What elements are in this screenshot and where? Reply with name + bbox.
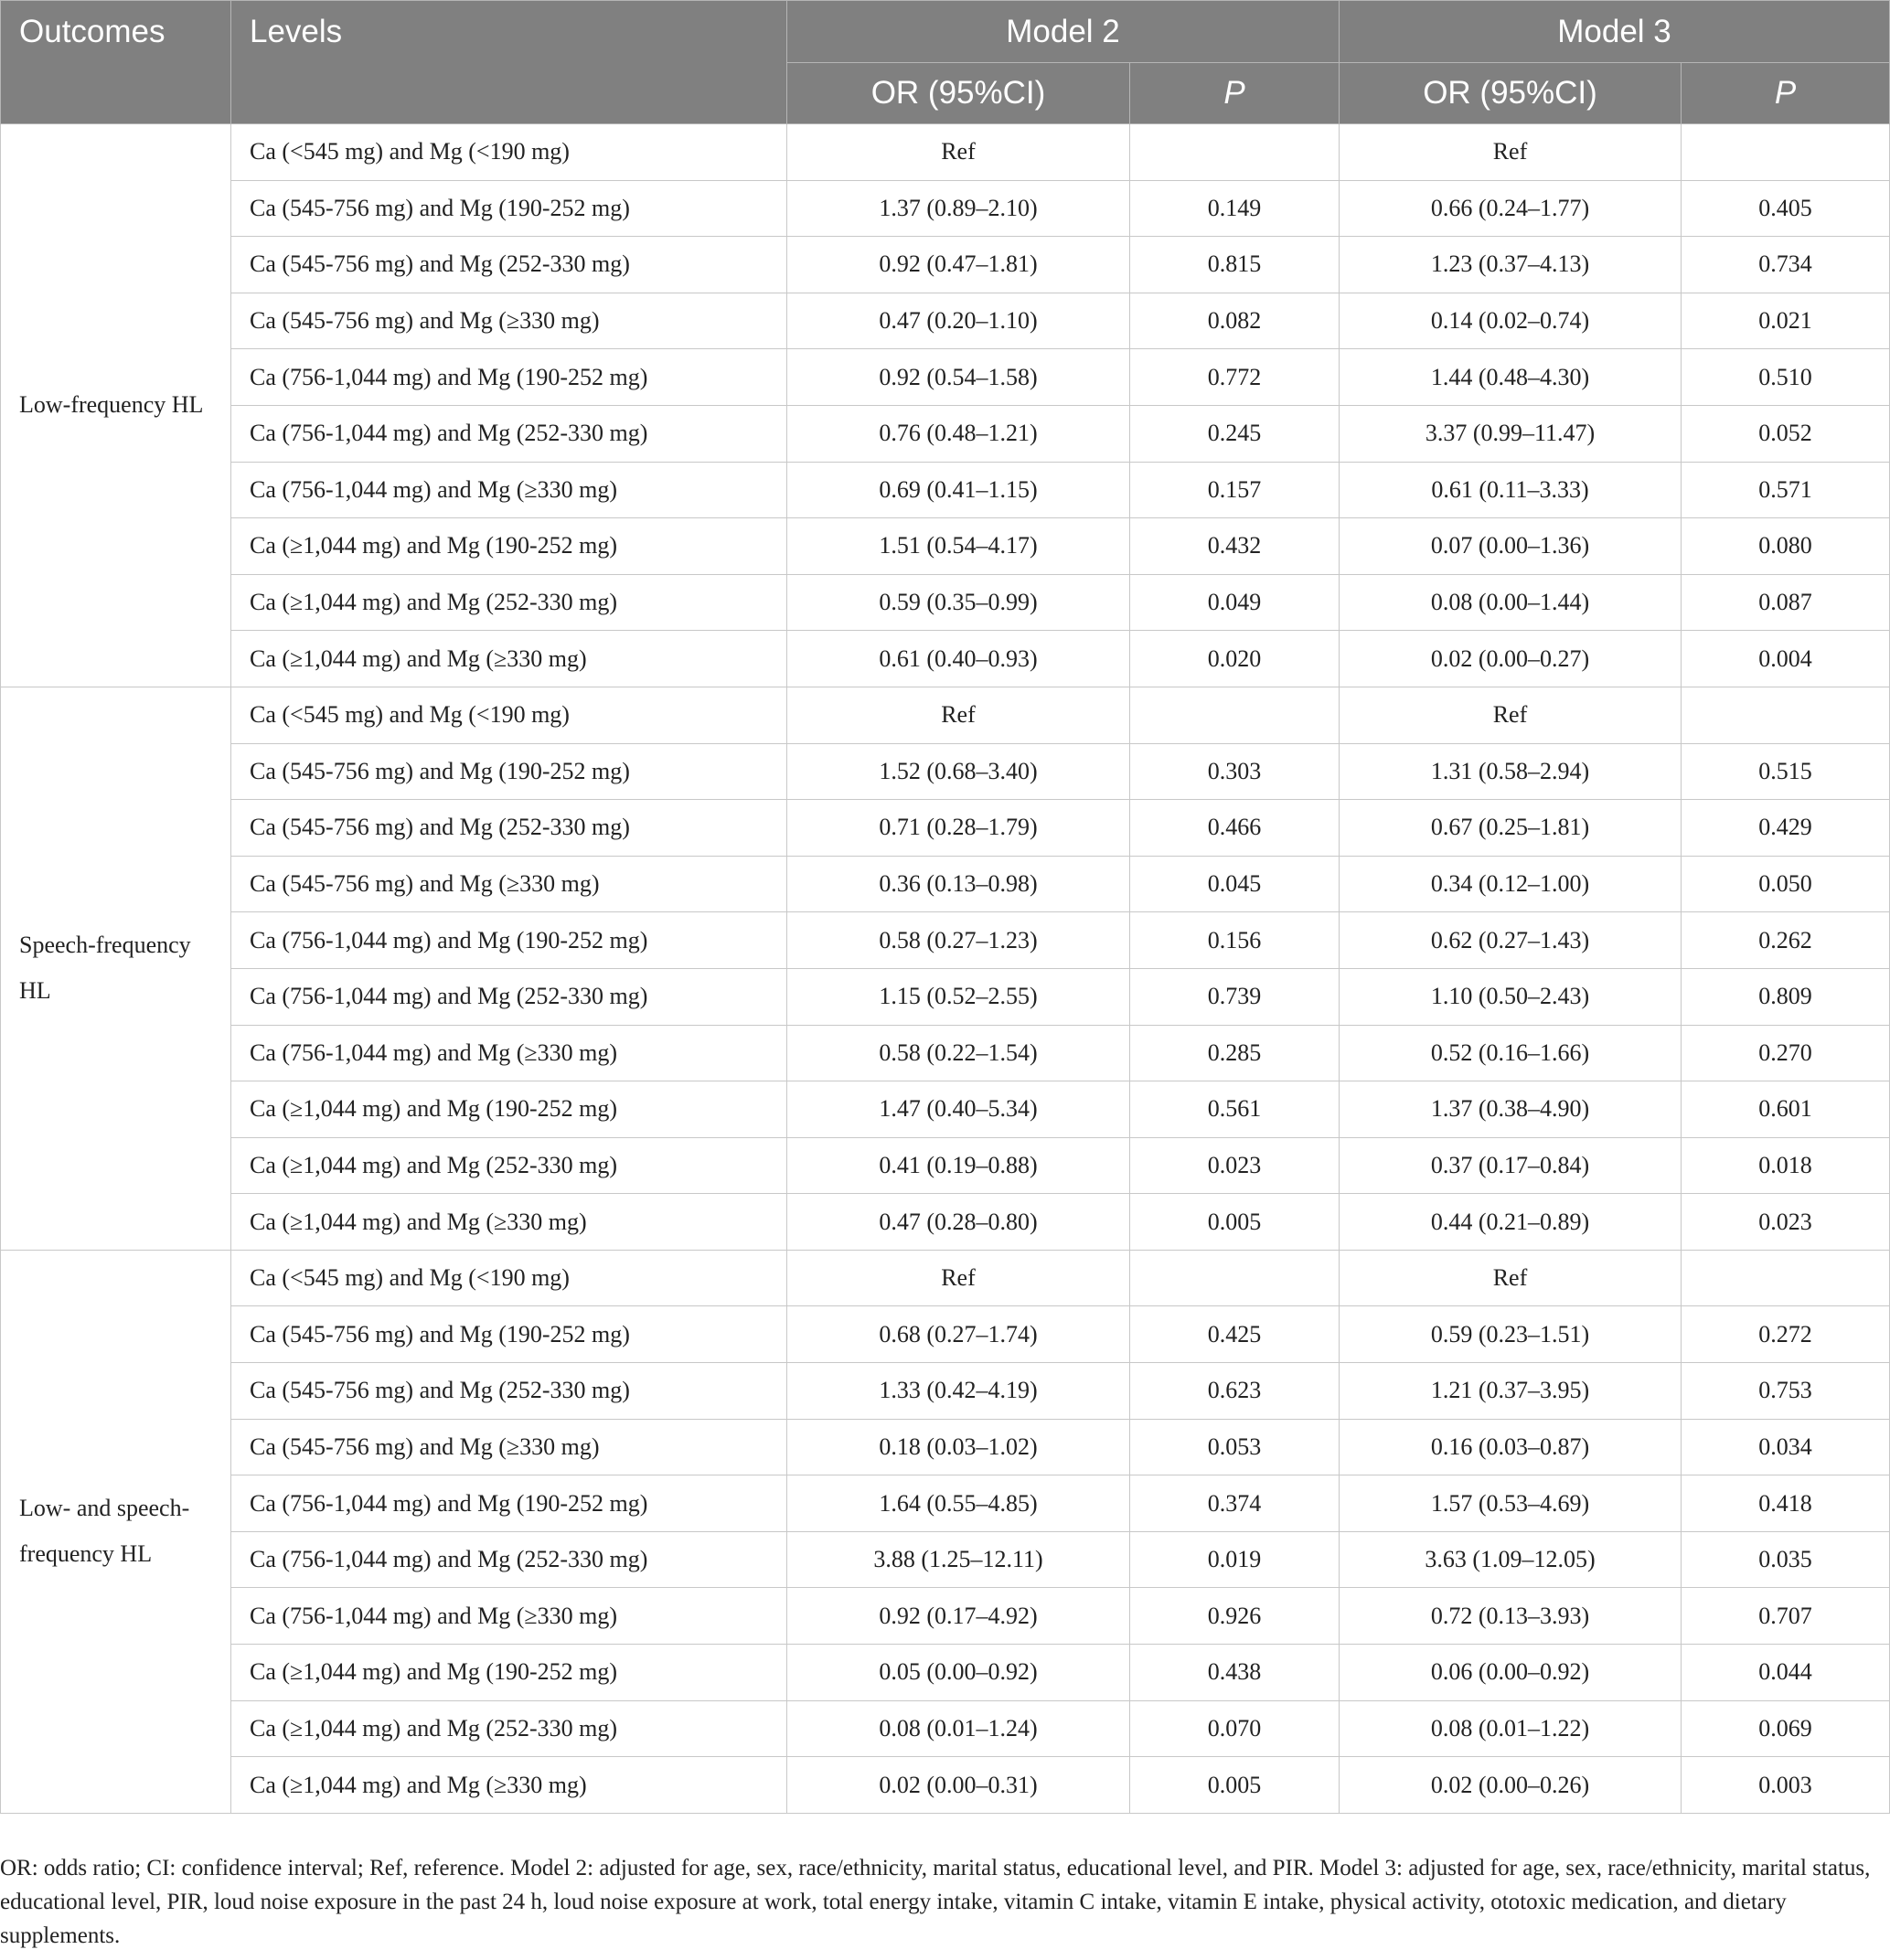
- model3-or-cell: 0.67 (0.25–1.81): [1340, 800, 1682, 857]
- level-cell: Ca (545-756 mg) and Mg (190-252 mg): [231, 1306, 787, 1363]
- model2-or-cell: 0.18 (0.03–1.02): [787, 1419, 1130, 1475]
- model2-p-cell: 0.438: [1130, 1645, 1340, 1701]
- header-levels: Levels: [231, 1, 787, 124]
- model3-p-cell: 0.753: [1682, 1363, 1890, 1420]
- table-body: [1, 124, 1890, 1814]
- model2-or-cell: 0.92 (0.54–1.58): [787, 349, 1130, 406]
- model2-p-cell: 0.019: [1130, 1531, 1340, 1588]
- model2-or-cell: 0.76 (0.48–1.21): [787, 405, 1130, 462]
- table-row: [1, 631, 1890, 687]
- model3-p-cell: 0.023: [1682, 1194, 1890, 1251]
- model2-or-cell: 0.92 (0.17–4.92): [787, 1588, 1130, 1645]
- table-row: [1, 1645, 1890, 1701]
- model3-or-cell: 0.66 (0.24–1.77): [1340, 180, 1682, 237]
- header-model2: Model 2: [787, 1, 1340, 63]
- model3-p-cell: 0.571: [1682, 462, 1890, 518]
- model2-or-cell: 0.58 (0.22–1.54): [787, 1025, 1130, 1081]
- model3-or-cell: 0.02 (0.00–0.26): [1340, 1757, 1682, 1814]
- model2-p-cell: 0.053: [1130, 1419, 1340, 1475]
- model2-or-cell: 0.58 (0.27–1.23): [787, 912, 1130, 969]
- header-model3: Model 3: [1340, 1, 1890, 63]
- model2-p-cell: 0.156: [1130, 912, 1340, 969]
- table-row: [1, 518, 1890, 575]
- model3-or-cell: 0.62 (0.27–1.43): [1340, 912, 1682, 969]
- level-cell: Ca (≥1,044 mg) and Mg (252-330 mg): [231, 1700, 787, 1757]
- model2-p-cell: 0.432: [1130, 518, 1340, 575]
- table-row: [1, 856, 1890, 912]
- model2-or-cell: 0.59 (0.35–0.99): [787, 574, 1130, 631]
- model2-or-cell: 0.47 (0.28–0.80): [787, 1194, 1130, 1251]
- table-row: [1, 743, 1890, 800]
- model2-p-cell: 0.023: [1130, 1137, 1340, 1194]
- table-row: [1, 1700, 1890, 1757]
- model3-or-cell: 0.34 (0.12–1.00): [1340, 856, 1682, 912]
- model2-p-cell: 0.285: [1130, 1025, 1340, 1081]
- model3-p-cell: 0.003: [1682, 1757, 1890, 1814]
- model2-p-cell: 0.157: [1130, 462, 1340, 518]
- model2-or-cell: Ref: [787, 687, 1130, 743]
- model2-p-cell: [1130, 124, 1340, 181]
- model2-p-cell: 0.049: [1130, 574, 1340, 631]
- model2-p-cell: 0.005: [1130, 1194, 1340, 1251]
- model2-p-cell: 0.466: [1130, 800, 1340, 857]
- level-cell: Ca (≥1,044 mg) and Mg (252-330 mg): [231, 1137, 787, 1194]
- model3-or-cell: 3.63 (1.09–12.05): [1340, 1531, 1682, 1588]
- level-cell: Ca (545-756 mg) and Mg (≥330 mg): [231, 856, 787, 912]
- model3-or-cell: 0.61 (0.11–3.33): [1340, 462, 1682, 518]
- model3-p-cell: 0.034: [1682, 1419, 1890, 1475]
- model3-p-cell: [1682, 124, 1890, 181]
- model2-or-cell: 1.15 (0.52–2.55): [787, 968, 1130, 1025]
- table-row: [1, 968, 1890, 1025]
- model2-or-cell: 1.51 (0.54–4.17): [787, 518, 1130, 575]
- model3-p-cell: 0.429: [1682, 800, 1890, 857]
- table-row: [1, 1137, 1890, 1194]
- model3-p-cell: 0.515: [1682, 743, 1890, 800]
- level-cell: Ca (545-756 mg) and Mg (252-330 mg): [231, 1363, 787, 1420]
- model3-or-cell: 1.23 (0.37–4.13): [1340, 237, 1682, 293]
- model3-or-cell: 0.52 (0.16–1.66): [1340, 1025, 1682, 1081]
- level-cell: Ca (756-1,044 mg) and Mg (190-252 mg): [231, 912, 787, 969]
- model2-or-cell: 1.64 (0.55–4.85): [787, 1475, 1130, 1532]
- model3-or-cell: 1.44 (0.48–4.30): [1340, 349, 1682, 406]
- model3-p-cell: 0.418: [1682, 1475, 1890, 1532]
- table-row: [1, 1306, 1890, 1363]
- model3-p-cell: 0.050: [1682, 856, 1890, 912]
- model2-p-cell: 0.374: [1130, 1475, 1340, 1532]
- level-cell: Ca (≥1,044 mg) and Mg (252-330 mg): [231, 574, 787, 631]
- model3-p-cell: 0.734: [1682, 237, 1890, 293]
- table-row: [1, 1025, 1890, 1081]
- model2-p-cell: 0.020: [1130, 631, 1340, 687]
- table-row: [1, 912, 1890, 969]
- level-cell: Ca (545-756 mg) and Mg (≥330 mg): [231, 293, 787, 349]
- table-row: [1, 1250, 1890, 1306]
- level-cell: Ca (≥1,044 mg) and Mg (≥330 mg): [231, 631, 787, 687]
- model3-or-cell: Ref: [1340, 687, 1682, 743]
- level-cell: Ca (756-1,044 mg) and Mg (≥330 mg): [231, 1025, 787, 1081]
- model2-or-cell: 3.88 (1.25–12.11): [787, 1531, 1130, 1588]
- level-cell: Ca (756-1,044 mg) and Mg (190-252 mg): [231, 349, 787, 406]
- model3-or-cell: 1.21 (0.37–3.95): [1340, 1363, 1682, 1420]
- level-cell: Ca (≥1,044 mg) and Mg (190-252 mg): [231, 1081, 787, 1138]
- table-row: [1, 687, 1890, 743]
- level-cell: Ca (545-756 mg) and Mg (≥330 mg): [231, 1419, 787, 1475]
- model2-p-cell: 0.082: [1130, 293, 1340, 349]
- model3-or-cell: 0.37 (0.17–0.84): [1340, 1137, 1682, 1194]
- level-cell: Ca (756-1,044 mg) and Mg (190-252 mg): [231, 1475, 787, 1532]
- model3-or-cell: 0.07 (0.00–1.36): [1340, 518, 1682, 575]
- level-cell: Ca (≥1,044 mg) and Mg (≥330 mg): [231, 1194, 787, 1251]
- level-cell: Ca (545-756 mg) and Mg (190-252 mg): [231, 180, 787, 237]
- model2-p-cell: 0.425: [1130, 1306, 1340, 1363]
- table-row: [1, 1419, 1890, 1475]
- level-cell: Ca (756-1,044 mg) and Mg (252-330 mg): [231, 1531, 787, 1588]
- model2-or-cell: 0.69 (0.41–1.15): [787, 462, 1130, 518]
- model3-or-cell: 0.44 (0.21–0.89): [1340, 1194, 1682, 1251]
- model3-or-cell: 0.02 (0.00–0.27): [1340, 631, 1682, 687]
- header-outcomes: Outcomes: [1, 1, 231, 124]
- level-cell: Ca (545-756 mg) and Mg (190-252 mg): [231, 743, 787, 800]
- model2-p-cell: 0.772: [1130, 349, 1340, 406]
- model3-p-cell: [1682, 687, 1890, 743]
- level-cell: Ca (≥1,044 mg) and Mg (190-252 mg): [231, 518, 787, 575]
- level-cell: Ca (<545 mg) and Mg (<190 mg): [231, 1250, 787, 1306]
- level-cell: Ca (756-1,044 mg) and Mg (252-330 mg): [231, 405, 787, 462]
- model3-or-cell: 1.57 (0.53–4.69): [1340, 1475, 1682, 1532]
- model3-p-cell: 0.021: [1682, 293, 1890, 349]
- model3-p-cell: [1682, 1250, 1890, 1306]
- model3-p-cell: 0.018: [1682, 1137, 1890, 1194]
- level-cell: Ca (<545 mg) and Mg (<190 mg): [231, 124, 787, 181]
- model2-p-cell: 0.926: [1130, 1588, 1340, 1645]
- model2-or-cell: Ref: [787, 124, 1130, 181]
- model3-p-cell: 0.510: [1682, 349, 1890, 406]
- model2-p-cell: 0.070: [1130, 1700, 1340, 1757]
- table-row: [1, 1757, 1890, 1814]
- table-row: [1, 1531, 1890, 1588]
- model3-or-cell: 0.08 (0.01–1.22): [1340, 1700, 1682, 1757]
- model2-or-cell: 1.47 (0.40–5.34): [787, 1081, 1130, 1138]
- model2-or-cell: 0.68 (0.27–1.74): [787, 1306, 1130, 1363]
- model3-p-cell: 0.087: [1682, 574, 1890, 631]
- header-model2-or-ci: OR (95%CI): [787, 63, 1130, 124]
- model3-or-cell: Ref: [1340, 124, 1682, 181]
- model2-or-cell: Ref: [787, 1250, 1130, 1306]
- model2-p-cell: 0.815: [1130, 237, 1340, 293]
- model3-or-cell: 1.31 (0.58–2.94): [1340, 743, 1682, 800]
- model3-or-cell: 1.10 (0.50–2.43): [1340, 968, 1682, 1025]
- model2-or-cell: 0.47 (0.20–1.10): [787, 293, 1130, 349]
- model3-p-cell: 0.809: [1682, 968, 1890, 1025]
- model2-or-cell: 0.61 (0.40–0.93): [787, 631, 1130, 687]
- model3-or-cell: 0.16 (0.03–0.87): [1340, 1419, 1682, 1475]
- outcome-cell: Speech-frequency HL: [1, 687, 231, 1250]
- header-model3-or-ci: OR (95%CI): [1340, 63, 1682, 124]
- table-row: [1, 1363, 1890, 1420]
- model3-p-cell: 0.080: [1682, 518, 1890, 575]
- model2-or-cell: 0.41 (0.19–0.88): [787, 1137, 1130, 1194]
- level-cell: Ca (≥1,044 mg) and Mg (≥330 mg): [231, 1757, 787, 1814]
- model3-or-cell: 0.72 (0.13–3.93): [1340, 1588, 1682, 1645]
- model3-or-cell: 3.37 (0.99–11.47): [1340, 405, 1682, 462]
- model3-or-cell: 0.14 (0.02–0.74): [1340, 293, 1682, 349]
- model2-or-cell: 0.08 (0.01–1.24): [787, 1700, 1130, 1757]
- outcome-cell: Low-frequency HL: [1, 124, 231, 687]
- level-cell: Ca (545-756 mg) and Mg (252-330 mg): [231, 237, 787, 293]
- model3-or-cell: Ref: [1340, 1250, 1682, 1306]
- model3-or-cell: 0.08 (0.00–1.44): [1340, 574, 1682, 631]
- model2-or-cell: 0.36 (0.13–0.98): [787, 856, 1130, 912]
- table-row: [1, 405, 1890, 462]
- model2-p-cell: 0.045: [1130, 856, 1340, 912]
- model2-p-cell: 0.005: [1130, 1757, 1340, 1814]
- level-cell: Ca (≥1,044 mg) and Mg (190-252 mg): [231, 1645, 787, 1701]
- table-row: [1, 1588, 1890, 1645]
- model2-or-cell: 1.37 (0.89–2.10): [787, 180, 1130, 237]
- model3-p-cell: 0.272: [1682, 1306, 1890, 1363]
- model2-p-cell: 0.739: [1130, 968, 1340, 1025]
- model2-p-cell: 0.303: [1130, 743, 1340, 800]
- table-row: [1, 800, 1890, 857]
- header-model3-p: P: [1682, 63, 1890, 124]
- table-footnote: OR: odds ratio; CI: confidence interval; Ref, reference. Model 2: adjusted for age, sex, race/ethnicity, marital status, educational level, and PIR. Model 3: adjusted for age, sex, race/ethnicity, marital status, educational level, PIR, loud noise exposure in the past 24 h, loud noise exposure at work, total energy intake, vitamin C intake, vitamin E intake, physical activity, ototoxic medication, and dietary supplements.: [0, 1856, 1871, 1948]
- model2-p-cell: [1130, 1250, 1340, 1306]
- table-row: [1, 1194, 1890, 1251]
- model3-or-cell: 0.59 (0.23–1.51): [1340, 1306, 1682, 1363]
- level-cell: Ca (756-1,044 mg) and Mg (≥330 mg): [231, 1588, 787, 1645]
- table-row: [1, 180, 1890, 237]
- model3-p-cell: 0.044: [1682, 1645, 1890, 1701]
- model2-p-cell: 0.561: [1130, 1081, 1340, 1138]
- outcome-cell: Low- and speech-frequency HL: [1, 1250, 231, 1813]
- model2-p-cell: 0.623: [1130, 1363, 1340, 1420]
- model2-p-cell: 0.149: [1130, 180, 1340, 237]
- model3-p-cell: 0.601: [1682, 1081, 1890, 1138]
- model2-or-cell: 0.02 (0.00–0.31): [787, 1757, 1130, 1814]
- model2-or-cell: 1.52 (0.68–3.40): [787, 743, 1130, 800]
- table-row: [1, 1081, 1890, 1138]
- model3-or-cell: 1.37 (0.38–4.90): [1340, 1081, 1682, 1138]
- table-header: [1, 1, 1890, 124]
- model2-or-cell: 0.05 (0.00–0.92): [787, 1645, 1130, 1701]
- model3-p-cell: 0.069: [1682, 1700, 1890, 1757]
- model3-p-cell: 0.052: [1682, 405, 1890, 462]
- model3-p-cell: 0.262: [1682, 912, 1890, 969]
- table-row: [1, 237, 1890, 293]
- header-model2-p: P: [1130, 63, 1340, 124]
- model2-or-cell: 0.92 (0.47–1.81): [787, 237, 1130, 293]
- model2-or-cell: 0.71 (0.28–1.79): [787, 800, 1130, 857]
- table-row: [1, 124, 1890, 181]
- level-cell: Ca (545-756 mg) and Mg (252-330 mg): [231, 800, 787, 857]
- model3-p-cell: 0.035: [1682, 1531, 1890, 1588]
- table-row: [1, 462, 1890, 518]
- model3-p-cell: 0.405: [1682, 180, 1890, 237]
- table-row: [1, 349, 1890, 406]
- level-cell: Ca (756-1,044 mg) and Mg (≥330 mg): [231, 462, 787, 518]
- level-cell: Ca (756-1,044 mg) and Mg (252-330 mg): [231, 968, 787, 1025]
- model3-p-cell: 0.004: [1682, 631, 1890, 687]
- model2-or-cell: 1.33 (0.42–4.19): [787, 1363, 1130, 1420]
- table-row: [1, 574, 1890, 631]
- model2-p-cell: 0.245: [1130, 405, 1340, 462]
- model3-p-cell: 0.707: [1682, 1588, 1890, 1645]
- model3-p-cell: 0.270: [1682, 1025, 1890, 1081]
- level-cell: Ca (<545 mg) and Mg (<190 mg): [231, 687, 787, 743]
- table-row: [1, 1475, 1890, 1532]
- model3-or-cell: 0.06 (0.00–0.92): [1340, 1645, 1682, 1701]
- table-row: [1, 293, 1890, 349]
- model2-p-cell: [1130, 687, 1340, 743]
